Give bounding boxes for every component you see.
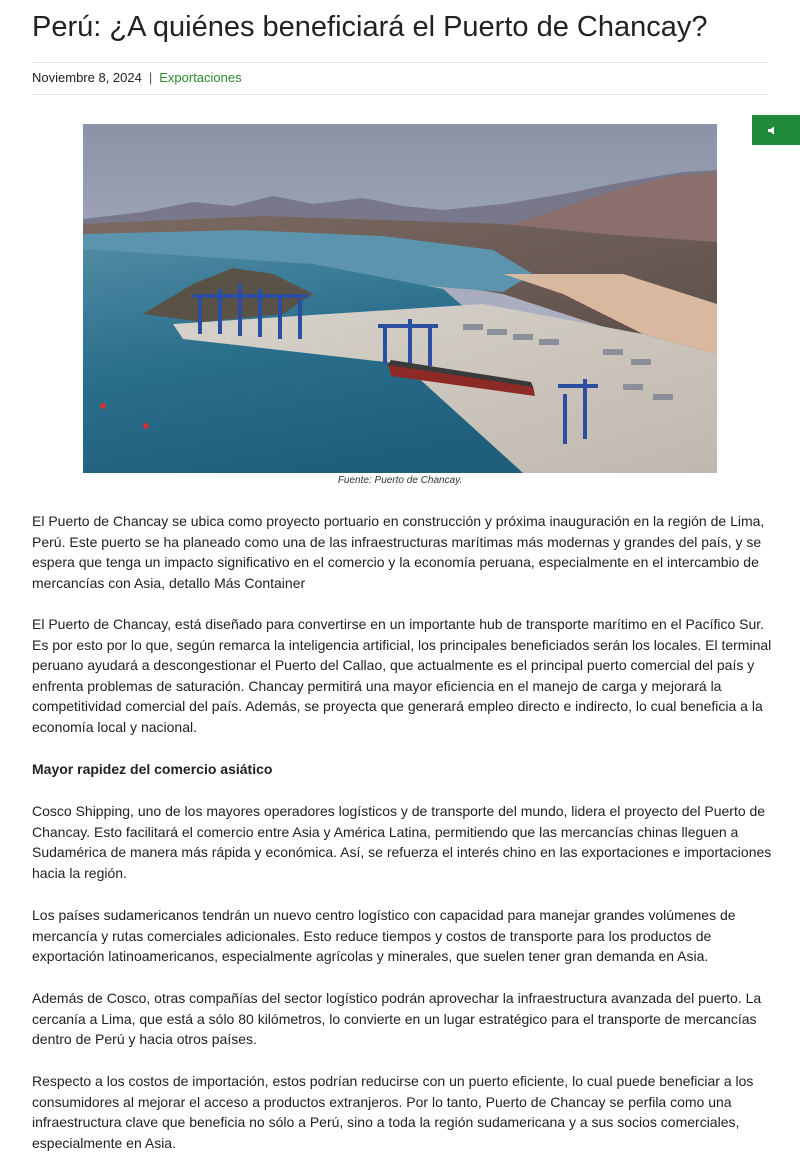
paragraph-import-costs: Respecto a los costos de importación, estos podrían reducirse con un puerto eficiente, lo cual puede beneficiar a los consumidores al mejorar el acceso a productos extranjeros. Por lo tanto, Puerto de Chancay se perfila como una infraestructura clave que beneficia no sólo a Perú, sino a toda la región sudamericana y a sus socios comerciales, especialmente en Asia.: [32, 1073, 754, 1151]
page-title: Perú: ¿A quiénes beneficiará el Puerto de Chancay?: [32, 11, 708, 43]
title-divider: [32, 62, 768, 63]
speaker-icon: [768, 126, 777, 135]
paragraph-companies: Además de Cosco, otras compañías del sector logístico podrán aprovechar la infraestructura avanzada del puerto. La cercanía a Lima, que está a sólo 80 kilómetros, lo convierte en un lugar estratégico para el transporte de mercancías dentro de Perú y hacia otros países.: [32, 990, 762, 1048]
meta-divider: [32, 94, 768, 95]
paragraph-logistics-center: Los países sudamericanos tendrán un nuevo centro logístico con capacidad para manejar grandes volúmenes de mercancía y rutas comerciales adicionales. Esto reduce tiempos y costos de transporte para los productos de exportación latinoamericanos, especialmente agrícolas y minerales, que suelen tener gran demanda en Asia.: [32, 907, 736, 965]
listen-tab-button[interactable]: [752, 115, 800, 145]
paragraph-hub: El Puerto de Chancay, está diseñado para convertirse en un importante hub de transporte marítimo en el Pacífico Sur. Es por esto por lo que, según remarca la inteligencia artificial, los principales beneficiados serán los locales. El terminal peruano ayudará a descongestionar el Puerto del Callao, que actualmente es el principal puerto comercial del país y enfrenta problemas de saturación. Chancay permitirá una mayor eficiencia en el manejo de carga y mejorará la competitividad comercial del país. Además, se proyecta que generará empleo directo e indirecto, lo cual beneficia a la economía local y nacional.: [32, 616, 772, 735]
publish-date: Noviembre 8, 2024: [32, 70, 142, 85]
meta-separator: |: [148, 70, 153, 85]
image-caption: Fuente: Puerto de Chancay.: [337, 475, 463, 486]
port-aerial-photo: [83, 124, 717, 473]
paragraph-intro: El Puerto de Chancay se ubica como proyecto portuario en construcción y próxima inauguración en la región de Lima, Perú. Este puerto se ha planeado como una de las infraestructuras marítimas más modernas y grandes del país, y se espera que tenga un impacto significativo en el comercio y la economía peruana, especialmente en el intercambio de mercancías con Asia, detallo Más Container: [32, 513, 765, 591]
category-link[interactable]: Exportaciones: [159, 70, 242, 85]
paragraph-cosco: Cosco Shipping, uno de los mayores operadores logísticos y de transporte del mundo, lidera el proyecto del Puerto de Chancay. Esto facilitará el comercio entre Asia y América Latina, permitiendo que las mercancías chinas lleguen a Sudamérica de manera más rápida y económica. Así, se refuerza el interés chino en las exportaciones e importaciones hacia la región.: [32, 803, 772, 881]
section-heading: Mayor rapidez del comercio asiático: [32, 761, 273, 777]
article-meta: [32, 70, 242, 85]
